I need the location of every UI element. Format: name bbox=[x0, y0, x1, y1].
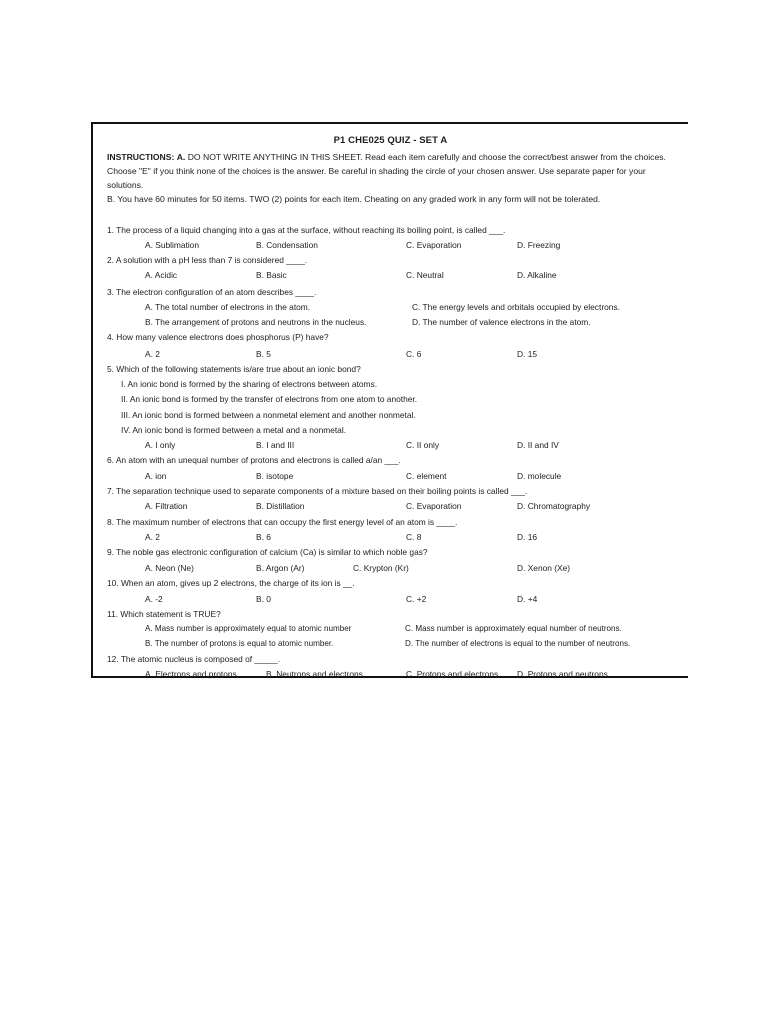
q4-option-b: B. 5 bbox=[256, 349, 271, 359]
instructions-part-a bbox=[107, 150, 680, 192]
q1-option-a: A. Sublimation bbox=[145, 240, 199, 250]
question-2: 2. A solution with a pH less than 7 is considered ____. bbox=[107, 255, 308, 265]
q5-statement-ii: II. An ionic bond is formed by the transfer of electrons from one atom to another. bbox=[121, 394, 418, 404]
q8-option-a: A. 2 bbox=[145, 532, 160, 542]
q5-option-c: C. II only bbox=[406, 440, 440, 450]
quiz-title: P1 CHE025 QUIZ - SET A bbox=[333, 135, 448, 146]
q10-option-b: B. 0 bbox=[256, 594, 271, 604]
q5-statement-i: I. An ionic bond is formed by the sharing of electrons between atoms. bbox=[121, 379, 378, 389]
question-5: 5. Which of the following statements is/are true about an ionic bond? bbox=[107, 364, 361, 374]
q10-option-a: A. -2 bbox=[145, 594, 163, 604]
q6-option-c: C. element bbox=[406, 471, 447, 481]
q10-option-d: D. +4 bbox=[517, 594, 538, 604]
q1-option-b: B. Condensation bbox=[256, 240, 318, 250]
instructions-heading: INSTRUCTIONS: bbox=[107, 152, 175, 162]
q5-statement-iii: III. An ionic bond is formed between a nonmetal element and another nonmetal. bbox=[121, 410, 416, 420]
question-11: 11. Which statement is TRUE? bbox=[107, 609, 221, 619]
question-8: 8. The maximum number of electrons that can occupy the first energy level of an atom is ____. bbox=[107, 517, 458, 527]
question-7: 7. The separation technique used to separate components of a mixture based on their boiling points is called ___. bbox=[107, 486, 528, 496]
q3-option-d: D. The number of valence electrons in the atom. bbox=[412, 317, 591, 327]
q8-option-b: B. 6 bbox=[256, 532, 271, 542]
q9-option-b: B. Argon (Ar) bbox=[256, 563, 305, 573]
q9-option-d: D. Xenon (Xe) bbox=[517, 563, 571, 573]
q4-option-d: D. 15 bbox=[517, 349, 538, 359]
q7-option-d: D. Chromatography bbox=[517, 501, 591, 511]
q2-option-c: C. Neutral bbox=[406, 270, 444, 280]
q4-option-c: C. 6 bbox=[406, 349, 422, 359]
q1-option-c: C. Evaporation bbox=[406, 240, 462, 250]
q8-option-c: C. 8 bbox=[406, 532, 422, 542]
q1-option-d: D. Freezing bbox=[517, 240, 561, 250]
instructions-part-a-rest: Read each item carefully and choose the correct/best answer from the choices. Choose "E" if you think none of the choices is the answer. Be careful in shading the circle of your chosen answer. Use separate paper for your solutions. bbox=[107, 152, 666, 190]
question-1: 1. The process of a liquid changing into a gas at the surface, without reaching its boiling point, is called ___. bbox=[107, 225, 506, 235]
q11-option-d: D. The number of electrons is equal to the number of neutrons. bbox=[405, 639, 631, 648]
instructions-part-a-label: A. bbox=[176, 152, 186, 162]
q11-option-c: C. Mass number is approximately equal number of neutrons. bbox=[405, 624, 622, 633]
question-12: 12. The atomic nucleus is composed of _____. bbox=[107, 654, 281, 664]
quiz-sheet bbox=[91, 122, 688, 678]
q5-option-a: A. I only bbox=[145, 440, 176, 450]
q12-option-d: D. Protons and neutrons bbox=[517, 669, 608, 679]
q9-option-c: C. Krypton (Kr) bbox=[353, 563, 409, 573]
q5-option-d: D. II and IV bbox=[517, 440, 559, 450]
q11-option-b: B. The number of protons is equal to atomic number. bbox=[145, 639, 334, 648]
q2-option-b: B. Basic bbox=[256, 270, 287, 280]
question-4: 4. How many valence electrons does phosphorus (P) have? bbox=[107, 332, 329, 342]
question-3: 3. The electron configuration of an atom describes ____. bbox=[107, 287, 317, 297]
instructions-block bbox=[107, 150, 680, 206]
question-10: 10. When an atom, gives up 2 electrons, the charge of its ion is __. bbox=[107, 578, 355, 588]
instructions-part-a-caps: DO NOT WRITE ANYTHING IN THIS SHEET. bbox=[187, 152, 363, 162]
question-9: 9. The noble gas electronic configuration of calcium (Ca) is similar to which noble gas? bbox=[107, 547, 428, 557]
q8-option-d: D. 16 bbox=[517, 532, 538, 542]
q3-option-b: B. The arrangement of protons and neutrons in the nucleus. bbox=[145, 317, 367, 327]
q7-option-a: A. Filtration bbox=[145, 501, 188, 511]
q3-option-a: A. The total number of electrons in the atom. bbox=[145, 302, 311, 312]
q12-option-c: C. Protons and electrons bbox=[406, 669, 499, 679]
q5-statement-iv: IV. An ionic bond is formed between a metal and a nonmetal. bbox=[121, 425, 347, 435]
q9-option-a: A. Neon (Ne) bbox=[145, 563, 194, 573]
q5-option-b: B. I and III bbox=[256, 440, 295, 450]
q6-option-d: D. molecule bbox=[517, 471, 562, 481]
q12-option-a: A. Electrons and protons bbox=[145, 669, 237, 679]
q7-option-c: C. Evaporation bbox=[406, 501, 462, 511]
q12-option-b: B. Neutrons and electrons bbox=[266, 669, 363, 679]
q2-option-a: A. Acidic bbox=[145, 270, 178, 280]
instructions-part-b: B. You have 60 minutes for 50 items. TWO (2) points for each item. Cheating on any graded work in any form will not be tolerated. bbox=[107, 194, 601, 204]
question-6: 6. An atom with an unequal number of protons and electrons is called a/an ___. bbox=[107, 455, 401, 465]
q6-option-b: B. isotope bbox=[256, 471, 294, 481]
q11-option-a: A. Mass number is approximately equal to atomic number bbox=[145, 624, 352, 633]
q3-option-c: C. The energy levels and orbitals occupied by electrons. bbox=[412, 302, 620, 312]
q2-option-d: D. Alkaline bbox=[517, 270, 557, 280]
q7-option-b: B. Distillation bbox=[256, 501, 305, 511]
q6-option-a: A. ion bbox=[145, 471, 167, 481]
q4-option-a: A. 2 bbox=[145, 349, 160, 359]
q10-option-c: C. +2 bbox=[406, 594, 427, 604]
